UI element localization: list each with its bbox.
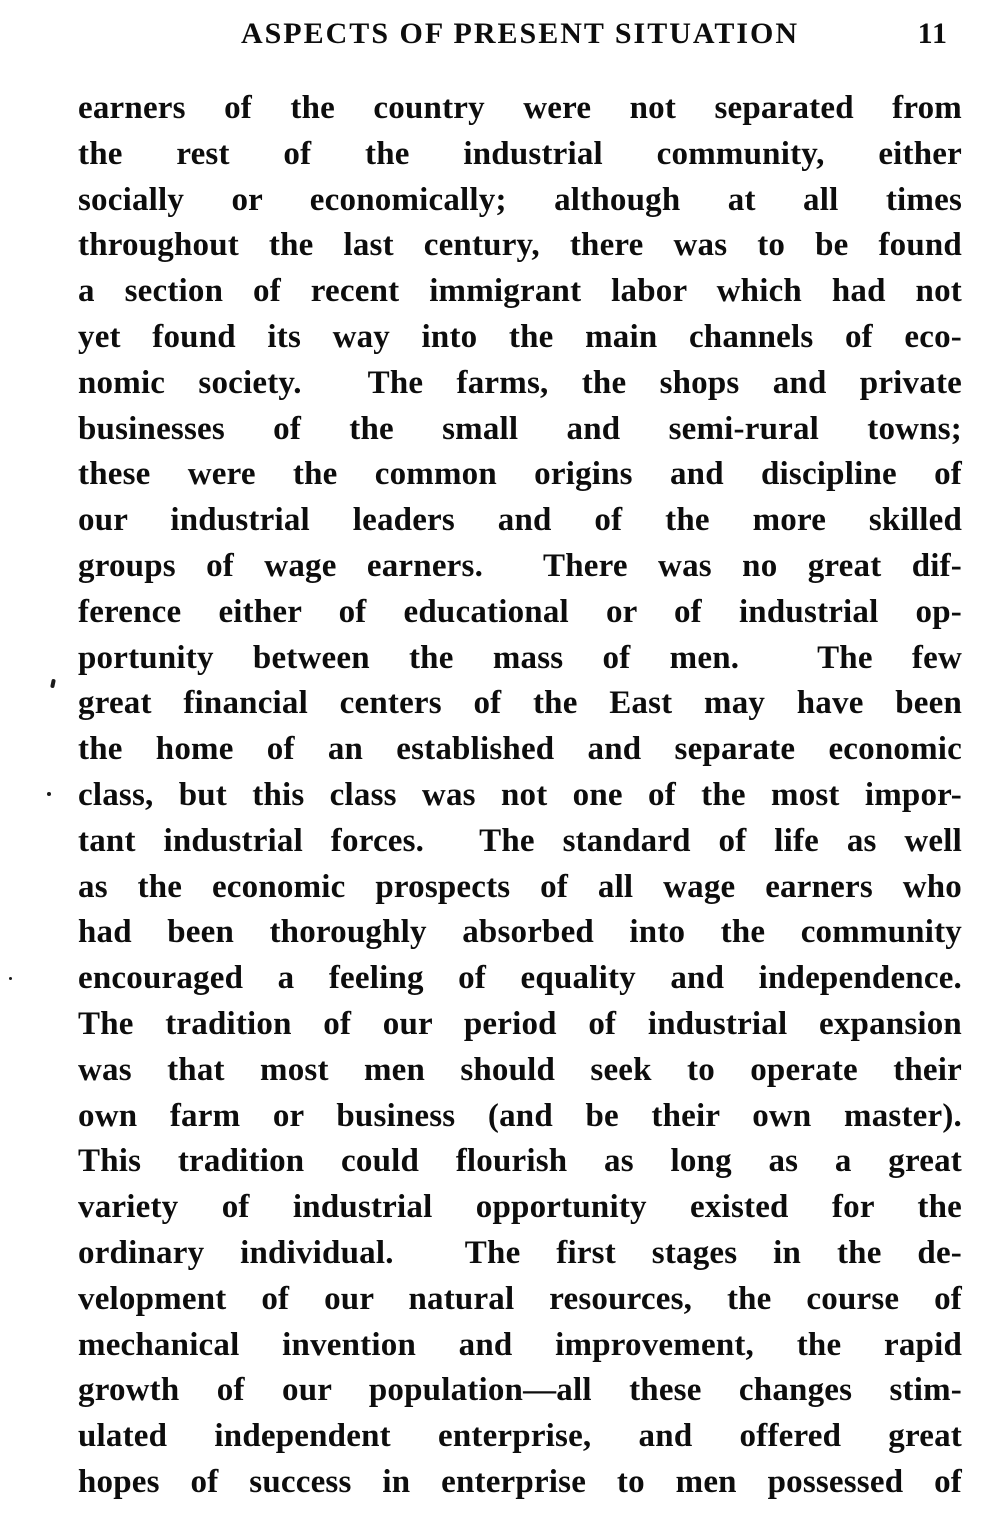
text-line: businesses of the small and semi-rural towns; [78, 410, 962, 447]
text-line: throughout the last century, there was to be found [78, 227, 962, 264]
text-line: was that most men should seek to operate their [78, 1051, 962, 1088]
text-line: class, but this class was not one of the most impor- [78, 776, 962, 813]
text-line: the home of an established and separate economic [78, 731, 962, 768]
scan-speck [47, 792, 51, 796]
text-line: the rest of the industrial community, either [78, 135, 962, 172]
page-number: 11 [917, 17, 948, 50]
text-line: mechanical invention and improvement, the rapid [78, 1326, 962, 1363]
text-line: groups of wage earners. There was no great dif- [78, 547, 962, 584]
text-line: velopment of our natural resources, the course of [78, 1280, 962, 1317]
text-line: earners of the country were not separated from [78, 90, 962, 126]
text-line: had been thoroughly absorbed into the community [78, 914, 962, 951]
text-line: great financial centers of the East may have been [78, 685, 962, 722]
text-line: growth of our population—all these changes stim- [78, 1372, 962, 1409]
text-line: ulated independent enterprise, and offered great [78, 1418, 962, 1455]
text-line: hopes of success in enterprise to men possessed of [78, 1463, 962, 1500]
text-line: yet found its way into the main channels of eco- [78, 318, 962, 355]
text-line: our industrial leaders and of the more skilled [78, 502, 962, 539]
text-line: ordinary individual. The first stages in the de- [78, 1234, 962, 1271]
text-line: socially or economically; although at all times [78, 181, 962, 218]
page-header [0, 14, 1000, 54]
text-line: This tradition could flourish as long as a great [78, 1143, 962, 1180]
text-line: variety of industrial opportunity existed for the [78, 1189, 962, 1226]
page-body-text [0, 86, 1000, 1506]
text-line: own farm or business (and be their own master). [78, 1097, 962, 1134]
text-line: portunity between the mass of men. The few [78, 639, 962, 676]
text-line: nomic society. The farms, the shops and private [78, 364, 962, 401]
text-line: encouraged a feeling of equality and independence. [78, 960, 962, 997]
text-line: ference either of educational or of industrial op- [78, 593, 962, 630]
text-line: a section of recent immigrant labor which had not [78, 273, 962, 310]
text-line: tant industrial forces. The standard of life as well [78, 822, 962, 859]
text-line: The tradition of our period of industrial expansion [78, 1005, 962, 1042]
scan-speck [9, 977, 12, 980]
text-line: these were the common origins and discipline of [78, 456, 962, 493]
running-head-title: ASPECTS OF PRESENT SITUATION [240, 17, 800, 50]
text-line: as the economic prospects of all wage earners who [78, 868, 962, 905]
